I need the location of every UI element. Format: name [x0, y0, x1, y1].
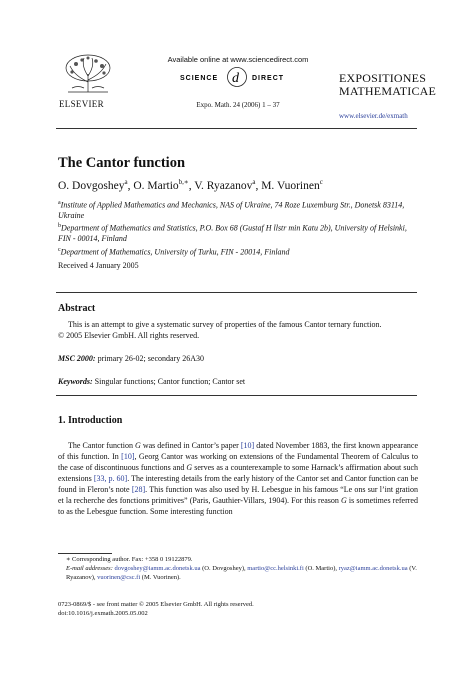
author-affiliation-mark: a	[124, 178, 128, 186]
header-divider	[56, 128, 417, 129]
author-list: O. Dovgoshey$^a$, O. Martio$^{b,∗}$, V. Ryazanov$^a$, M. Vuorinen$^c$	[58, 178, 323, 192]
author-name: M. Vuorinen	[261, 179, 320, 192]
msc-classification	[58, 354, 204, 363]
email-link[interactable]: dovgoshey@iamm.ac.donetsk.ua	[114, 565, 201, 572]
email-link[interactable]: vuorinen@csc.fi	[97, 574, 141, 581]
math-symbol: G	[341, 496, 347, 505]
affiliation-text: Department of Mathematics and Statistics, P.O. Box 68 (Gustaf H llstr min Katu 2b), University of Helsinki, FIN - 00014, Finland	[58, 223, 407, 244]
abstract-heading: Abstract	[58, 303, 96, 314]
citation-link[interactable]: [33, p. 60]	[93, 474, 128, 483]
svg-text:SCIENCE: SCIENCE	[180, 75, 219, 82]
math-symbol: G	[135, 441, 141, 450]
keywords	[58, 377, 245, 386]
abstract-bottom-divider	[56, 395, 417, 396]
journal-url-link[interactable]: www.elsevier.de/exmath	[339, 112, 408, 120]
publication-info	[58, 600, 418, 618]
issn-line: 0723-0869/$ - see front matter © 2005 Elsevier GmbH. All rights reserved.	[58, 601, 254, 608]
journal-name-line-1: EXPOSITIONES	[339, 71, 427, 85]
text-run: is sometimes referred to as the Lebesgue function. Some interesting function	[58, 496, 418, 516]
author-affiliation-mark: a	[252, 178, 256, 186]
affiliation-text: Department of Mathematics, University of Turku, FIN - 20014, Finland	[60, 247, 290, 257]
text-run: was defined in Cantor’s paper	[140, 441, 241, 450]
text-run: . This function was also used by H. Lebesgue in his famous “Le ons sur l’int gration et la recherche des fonctions primitives” (Paris, Gauthier-Villars, 1904). For this reason	[58, 485, 418, 505]
affiliation-mark: a	[58, 200, 61, 206]
author-name: V. Ryazanov	[194, 179, 253, 192]
publisher-wordmark: ELSEVIER	[59, 99, 104, 109]
author-affiliation-mark: b,∗	[178, 178, 189, 186]
citation-link[interactable]: [10]	[240, 441, 255, 450]
keywords-value: Singular functions; Cantor function; Cantor set	[94, 377, 246, 386]
text-run: serves as a counterexample to some Harnack’s affirmation about such extensions	[58, 463, 418, 483]
citation-link[interactable]: [28]	[131, 485, 146, 494]
affiliation-mark: c	[58, 247, 61, 253]
abstract-text: This is an attempt to give a systematic survey of properties of the famous Cantor ternary function.	[68, 320, 382, 329]
received-date: Received 4 January 2005	[58, 261, 139, 270]
text-run: , Georg Cantor was working on extensions of the Fundamental Theorem of Calculus to the case of discontinuous functions and	[58, 452, 419, 472]
footnote-divider	[58, 553, 112, 554]
affiliation-mark: b	[58, 223, 61, 229]
email-link[interactable]: martio@cc.helsinki.fi	[247, 565, 304, 572]
email-addresses	[58, 564, 418, 582]
text-run: The Cantor function	[68, 441, 135, 450]
corresponding-author-note: ∗ Corresponding author. Fax: +358 0 19122879.	[66, 556, 193, 563]
text-run: dated November 1883, the first known appearance of this function. In	[58, 441, 418, 461]
author-affiliation-mark: c	[319, 178, 323, 186]
article-title: The Cantor function	[58, 155, 186, 171]
sciencedirect-logo	[168, 66, 306, 88]
abstract-copyright: © 2005 Elsevier GmbH. All rights reserved.	[58, 330, 200, 340]
elsevier-tree-logo	[58, 52, 118, 102]
doi-line[interactable]: doi:10.1016/j.exmath.2005.05.002	[58, 610, 148, 617]
affiliation	[58, 198, 418, 222]
affiliation	[58, 245, 418, 258]
svg-text:d: d	[232, 71, 239, 86]
available-online-text: Available online at www.sciencedirect.com	[167, 55, 309, 64]
email-link[interactable]: ryaz@iamm.ac.donetsk.ua	[338, 565, 408, 572]
email-owner: (O. Martio),	[303, 565, 339, 572]
affiliation	[58, 221, 418, 245]
email-label: E-mail addresses:	[66, 565, 113, 572]
author-name: O. Martio	[133, 179, 179, 192]
text-run: . The interesting details from the early history of the Cantor set and Cantor function can be found in Fleron’s note	[58, 474, 418, 494]
abstract-top-divider	[56, 292, 417, 293]
msc-label: MSC 2000:	[58, 354, 96, 363]
citation-link[interactable]: [10]	[121, 452, 135, 461]
email-owner: (V. Ryazanov),	[66, 565, 417, 581]
email-owner: (M. Vuorinen).	[140, 574, 181, 581]
keywords-label: Keywords:	[58, 377, 93, 386]
affiliation-text: Institute of Applied Mathematics and Mechanics, NAS of Ukraine, 74 Roze Luxemburg Str., Donetsk 83114, Ukraine	[58, 200, 405, 221]
journal-citation: Expo. Math. 24 (2006) 1 – 37	[196, 101, 280, 109]
email-owner: (O. Dovgoshey),	[200, 565, 248, 572]
journal-name-line-2: MATHEMATICAE	[339, 84, 437, 98]
author-name: O. Dovgoshey	[58, 179, 125, 192]
section-heading-introduction: 1. Introduction	[58, 415, 123, 426]
footnotes	[58, 555, 418, 582]
abstract-body	[58, 320, 418, 341]
introduction-paragraph	[58, 440, 418, 517]
msc-value: primary 26-02; secondary 26A30	[97, 354, 204, 363]
svg-text:DIRECT: DIRECT	[252, 75, 285, 82]
math-symbol: G	[186, 463, 193, 472]
journal-name	[339, 72, 459, 98]
